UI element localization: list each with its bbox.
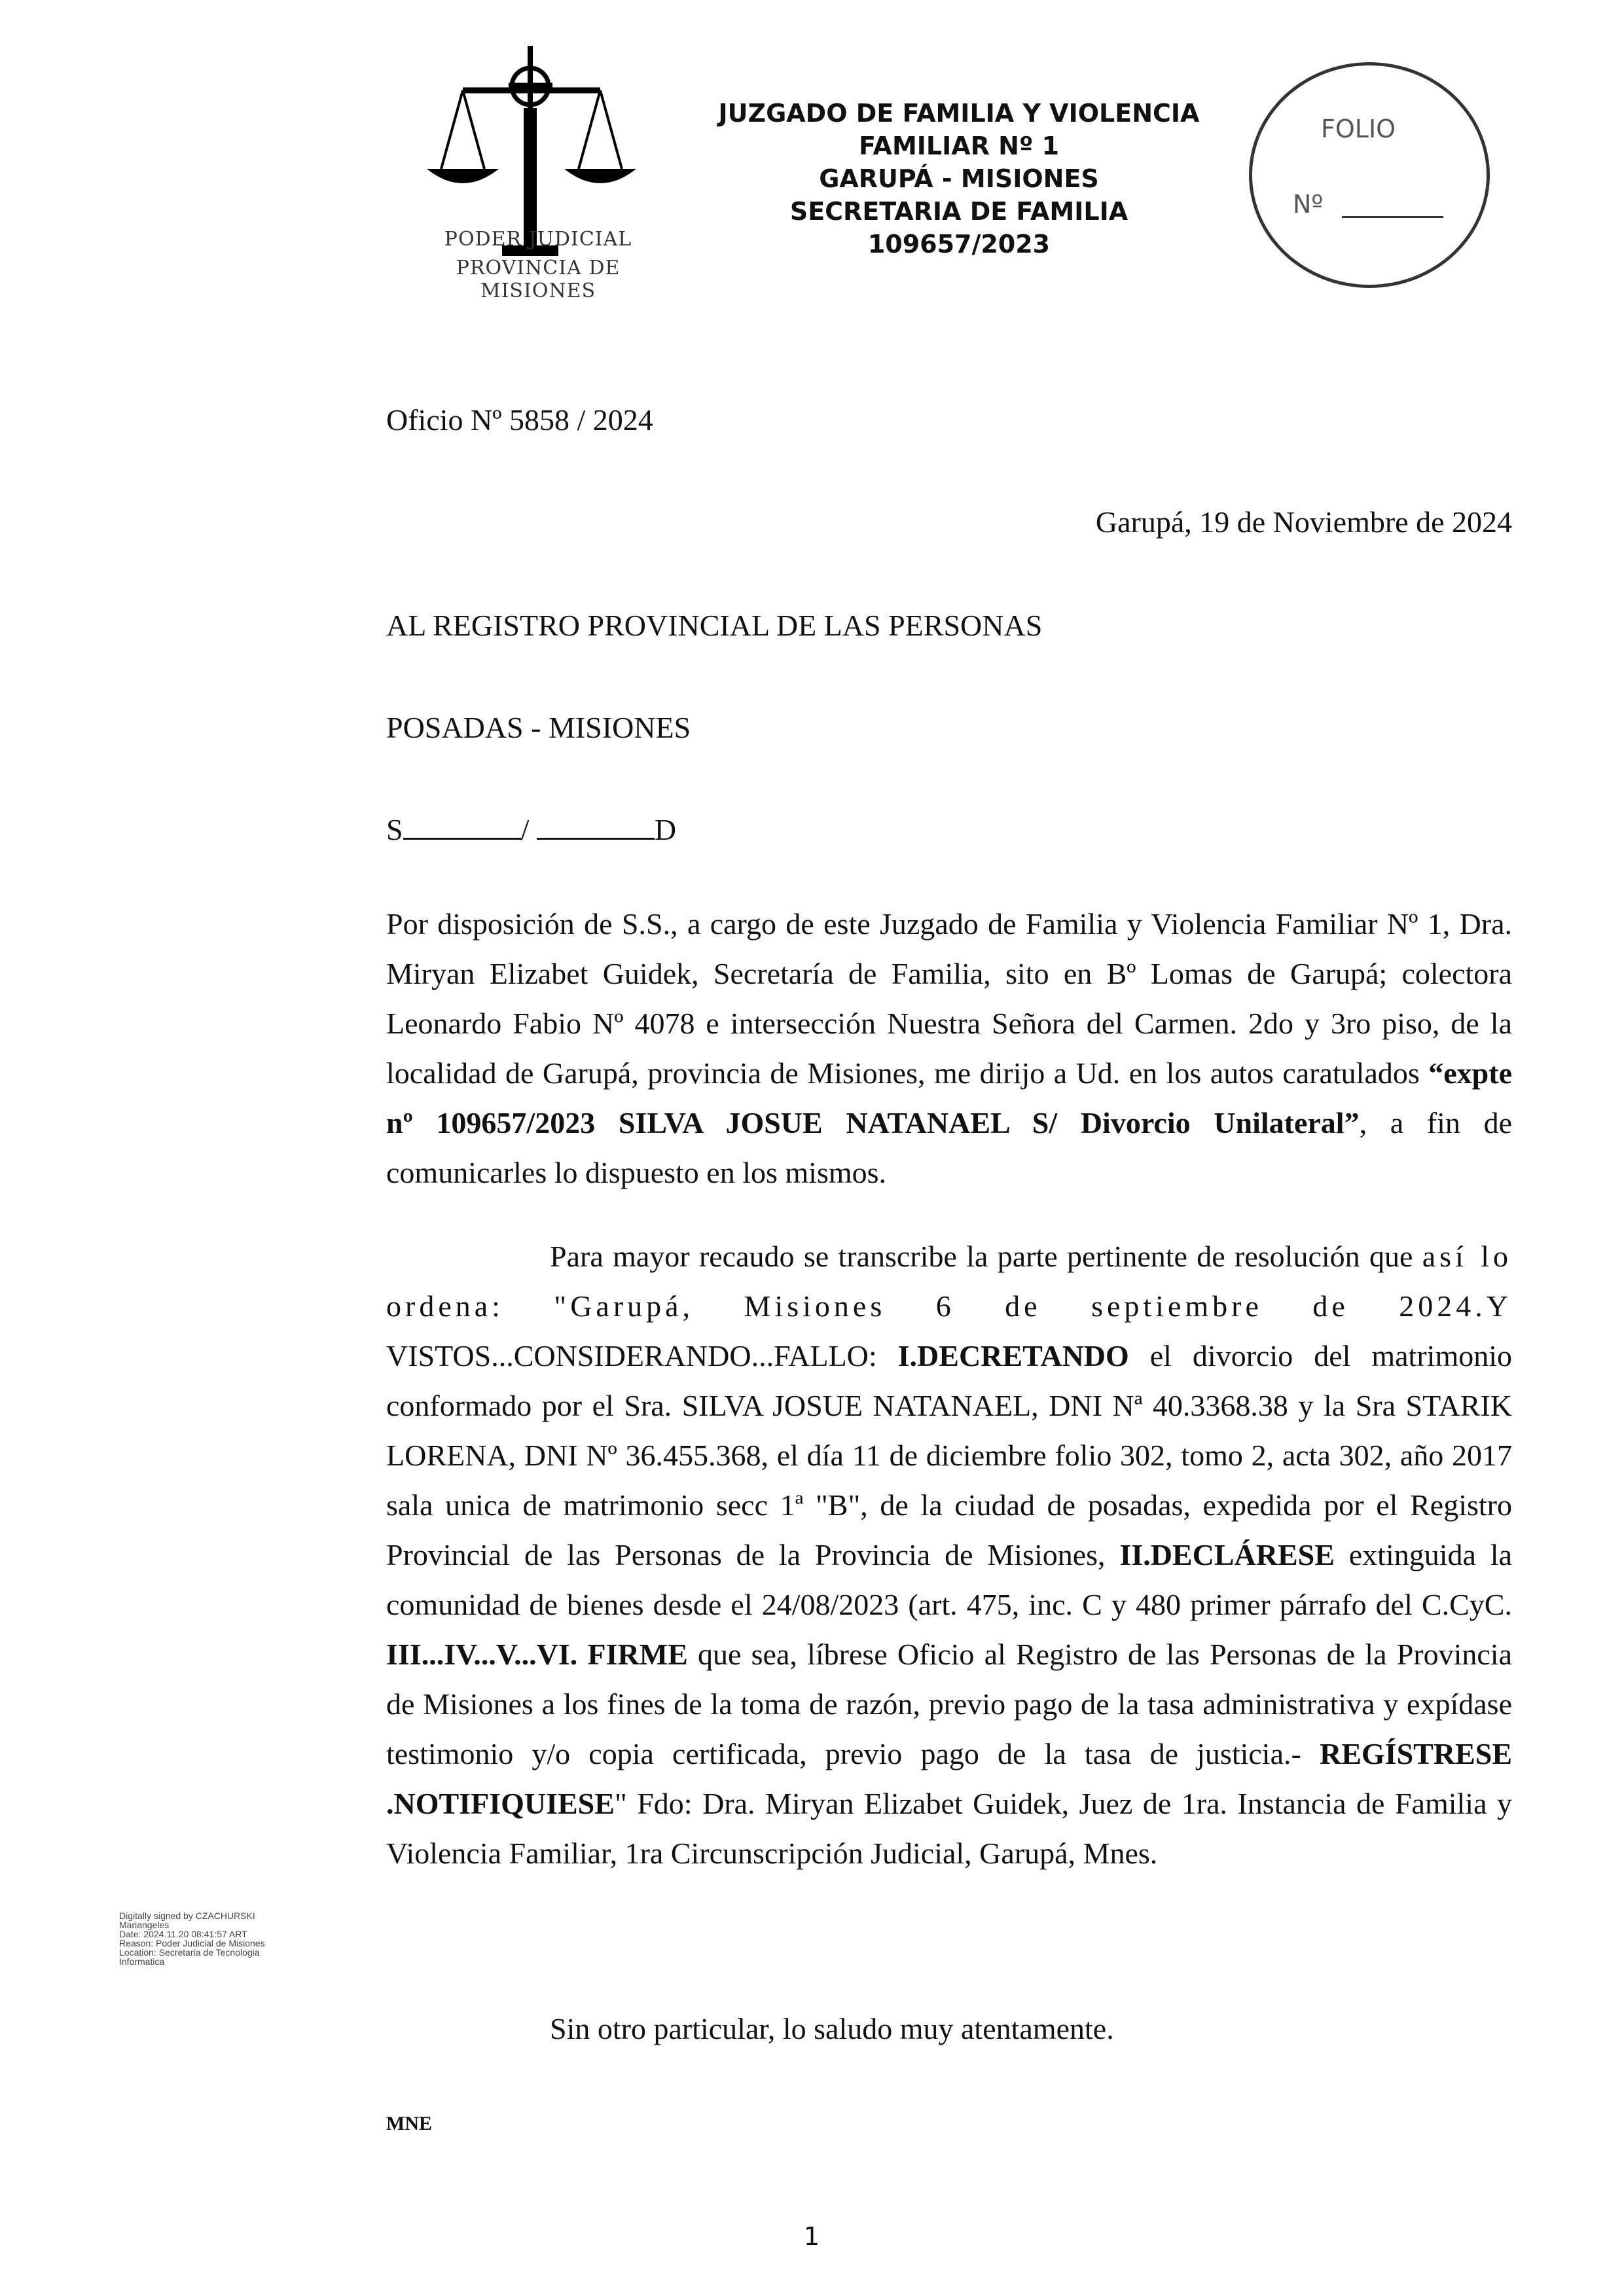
paragraph-text: Por disposición de S.S., a cargo de este Juzgado de Familia y Violencia Familiar Nº 1, Dra. Miryan Elizabet Guidek, Secretaría de Familia, sito en Bº Lomas de Garupá; colectora Leonardo Fabio Nº 4078 e intersección Nuestra Señora del Carmen. 2do y 3ro piso, de la localidad de Garupá, provincia de Misiones, me dirijo a Ud. en los autos caratulados (386, 907, 1512, 1090)
signature-line: Mariangeles (119, 1920, 170, 1930)
bold-registrese: REGÍSTRESE .NOTIFIQUIESE (386, 1737, 1512, 1820)
paragraph-intro (386, 899, 1512, 1198)
court-header (687, 97, 1231, 260)
paragraph-text: " Fdo: Dra. Miryan Elizabet Guidek, Juez de 1ra. Instancia de Familia y Violencia Familiar, 1ra Circunscripción Judicial, Garupá, Mnes. (386, 1787, 1512, 1870)
addressee-line-1: AL REGISTRO PROVINCIAL DE LAS PERSONAS (386, 609, 1043, 642)
signature-line: Digitally signed by CZACHURSKI (119, 1910, 255, 1921)
letter-date: Garupá, 19 de Noviembre de 2024 (1095, 505, 1512, 539)
paragraph-text: extinguida la comunidad de bienes desde el 24/08/2023 (art. 475, inc. C y 480 primer párrafo del C.CyC. (386, 1538, 1513, 1621)
sd-s: S (386, 813, 403, 846)
page-number: 1 (803, 2222, 820, 2251)
paragraph-text-spaced: así lo ordena: "Garupá, Misiones 6 de septiembre de 2024.Y (386, 1240, 1512, 1323)
bold-declarese: II.DECLÁRESE (1119, 1538, 1335, 1571)
folio-number-line (1342, 216, 1443, 218)
sd-d: D (654, 813, 677, 846)
folio-label: FOLIO (1321, 115, 1396, 143)
sd-underline (403, 804, 521, 840)
sd-slash: / (520, 813, 530, 846)
paragraph-text: VISTOS...CONSIDERANDO...FALLO: (386, 1339, 898, 1372)
sd-underline (537, 804, 655, 840)
signature-line: Location: Secretaria de Tecnologia (119, 1947, 260, 1958)
paragraph-text: Para mayor recaudo se transcribe la parte pertinente de resolución que (550, 1240, 1422, 1273)
signature-line: Date: 2024.11.20 08:41:57 ART (119, 1929, 247, 1939)
folio-number-label: Nº (1293, 190, 1324, 219)
signature-line: Informatica (119, 1956, 165, 1967)
paragraph-text: que sea, líbrese Oficio al Registro de las Personas de la Provincia de Misiones a los fines de la toma de razón, previo pago de la tasa administrativa y expídase testimonio y/o copia certificada, previo pago de la tasa de justicia.- (386, 1638, 1513, 1770)
bold-decretando: I.DECRETANDO (897, 1339, 1129, 1372)
su-despacho (386, 804, 676, 855)
logo-text-poder-judicial: PODER JUDICIAL (444, 228, 632, 251)
paragraph-text: , a fin de comunicarles lo dispuesto en los mismos. (386, 1106, 1512, 1189)
author-initials: MNE (386, 2113, 432, 2134)
digital-signature (119, 1911, 316, 1966)
addressee-line-2: POSADAS - MISIONES (386, 711, 691, 744)
scales-of-justice-icon (401, 46, 676, 288)
bold-firme: III...IV...V...VI. FIRME (386, 1638, 688, 1671)
court-header-case-number: 109657/2023 (867, 230, 1051, 259)
court-header-line: SECRETARIA DE FAMILIA (789, 197, 1128, 226)
case-title: “expte nº 109657/2023 SILVA JOSUE NATANAEL S/ Divorcio Unilateral” (386, 1056, 1512, 1139)
closing-line: Sin otro particular, lo saludo muy atentamente. (550, 2012, 1114, 2045)
court-header-line: GARUPÁ - MISIONES (819, 164, 1099, 193)
paragraph-text: el divorcio del matrimonio conformado por el Sra. SILVA JOSUE NATANAEL, DNI Nª 40.3368.38 y la Sra STARIK LORENA, DNI Nº 36.455.368, el día 11 de diciembre folio 302, tomo 2, acta 302, año 2017 sala unica de matrimonio secc 1ª "B", de la ciudad de posadas, expedida por el Registro Provincial de las Personas de la Provincia de Misiones, (386, 1339, 1512, 1571)
oficio-number: Oficio Nº 5858 / 2024 (386, 403, 653, 437)
signature-line: Reason: Poder Judicial de Misiones (119, 1938, 265, 1948)
logo-text-provincia: PROVINCIA DE MISIONES (456, 257, 621, 302)
folio-stamp-circle (1249, 62, 1490, 288)
paragraph-resolution (386, 1232, 1512, 1878)
court-header-line: JUZGADO DE FAMILIA Y VIOLENCIA (718, 99, 1200, 128)
court-header-line: FAMILIAR Nº 1 (858, 132, 1060, 160)
